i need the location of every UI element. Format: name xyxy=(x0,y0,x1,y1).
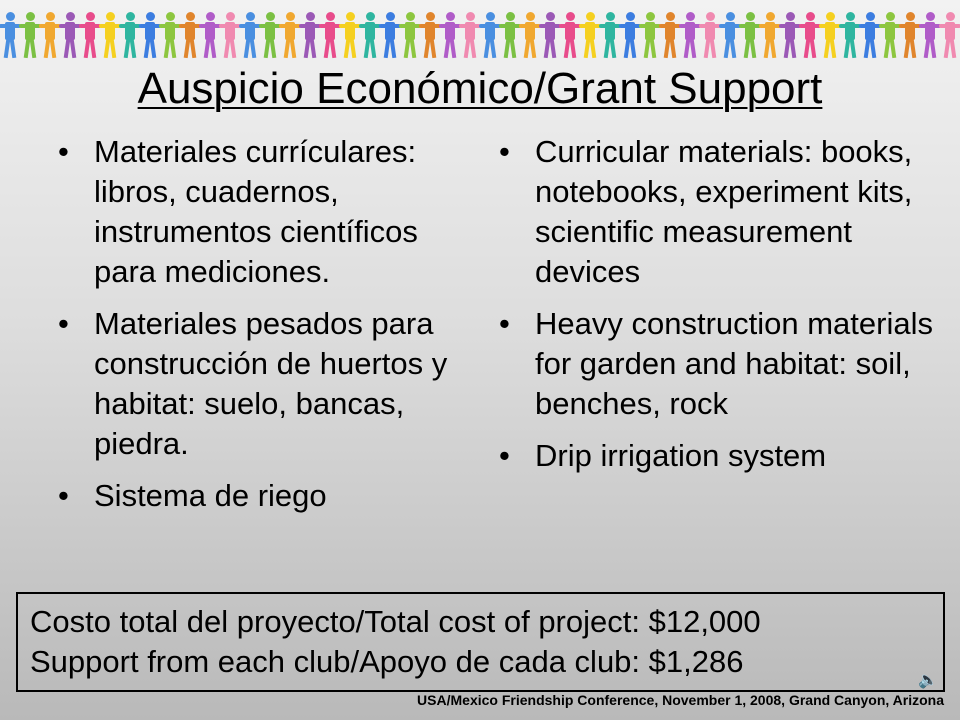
person-figure-icon xyxy=(102,12,118,58)
list-item xyxy=(56,132,466,292)
bullet-text: Curricular materials: books, notebooks, experiment kits, scientific measurement devices xyxy=(535,134,913,289)
bullet-glyph: • xyxy=(58,306,69,341)
bullet-text: Materiales currículares: libros, cuadernos, instrumentos científicos para mediciones. xyxy=(94,134,418,289)
person-figure-icon xyxy=(262,12,278,58)
person-figure-icon xyxy=(902,12,918,58)
person-figure-icon xyxy=(782,12,798,58)
people-banner xyxy=(0,10,960,58)
person-figure-icon xyxy=(802,12,818,58)
person-figure-icon xyxy=(222,12,238,58)
project-cost-box xyxy=(16,592,945,692)
person-figure-icon xyxy=(2,12,18,58)
person-figure-icon xyxy=(482,12,498,58)
person-figure-icon xyxy=(622,12,638,58)
person-figure-icon xyxy=(822,12,838,58)
person-figure-icon xyxy=(282,12,298,58)
person-figure-icon xyxy=(682,12,698,58)
person-figure-icon xyxy=(62,12,78,58)
person-figure-icon xyxy=(502,12,518,58)
bullet-glyph: • xyxy=(58,478,69,513)
person-figure-icon xyxy=(122,12,138,58)
person-figure-icon xyxy=(602,12,618,58)
person-figure-icon xyxy=(542,12,558,58)
person-figure-icon xyxy=(842,12,858,58)
person-figure-icon xyxy=(42,12,58,58)
person-figure-icon xyxy=(862,12,878,58)
person-figure-icon xyxy=(242,12,258,58)
person-figure-icon xyxy=(362,12,378,58)
list-item xyxy=(56,476,466,516)
person-figure-icon xyxy=(942,12,958,58)
bullet-text: Drip irrigation system xyxy=(535,438,827,473)
person-figure-icon xyxy=(582,12,598,58)
person-figure-icon xyxy=(22,12,38,58)
club-support-line: Support from each club/Apoyo de cada club: $1,286 xyxy=(30,644,744,679)
person-figure-icon xyxy=(402,12,418,58)
bullet-glyph: • xyxy=(499,134,510,169)
person-figure-icon xyxy=(82,12,98,58)
person-figure-icon xyxy=(422,12,438,58)
person-figure-icon xyxy=(662,12,678,58)
left-column xyxy=(56,132,466,528)
list-item xyxy=(56,304,466,464)
person-figure-icon xyxy=(922,12,938,58)
person-figure-icon xyxy=(302,12,318,58)
bullet-glyph: • xyxy=(499,306,510,341)
person-figure-icon xyxy=(382,12,398,58)
bullet-glyph: • xyxy=(499,438,510,473)
person-figure-icon xyxy=(342,12,358,58)
total-cost-line: Costo total del proyecto/Total cost of project: $12,000 xyxy=(30,604,761,639)
person-figure-icon xyxy=(562,12,578,58)
person-figure-icon xyxy=(162,12,178,58)
person-figure-icon xyxy=(142,12,158,58)
bullet-text: Sistema de riego xyxy=(94,478,327,513)
list-item xyxy=(497,132,937,292)
slide-footer: USA/Mexico Friendship Conference, November 1, 2008, Grand Canyon, Arizona xyxy=(417,692,944,708)
bullet-text: Materiales pesados para construcción de huertos y habitat: suelo, bancas, piedra. xyxy=(94,306,448,461)
right-column xyxy=(497,132,937,488)
person-figure-icon xyxy=(762,12,778,58)
bullet-text: Heavy construction materials for garden and habitat: soil, benches, rock xyxy=(535,306,933,421)
person-figure-icon xyxy=(882,12,898,58)
person-figure-icon xyxy=(702,12,718,58)
slide-title: Auspicio Económico/Grant Support xyxy=(137,64,823,113)
person-figure-icon xyxy=(522,12,538,58)
person-figure-icon xyxy=(462,12,478,58)
person-figure-icon xyxy=(322,12,338,58)
speaker-icon[interactable]: 🔈 xyxy=(918,672,938,689)
person-figure-icon xyxy=(202,12,218,58)
bullet-glyph: • xyxy=(58,134,69,169)
person-figure-icon xyxy=(642,12,658,58)
person-figure-icon xyxy=(182,12,198,58)
person-figure-icon xyxy=(722,12,738,58)
list-item xyxy=(497,436,937,476)
person-figure-icon xyxy=(742,12,758,58)
list-item xyxy=(497,304,937,424)
person-figure-icon xyxy=(442,12,458,58)
